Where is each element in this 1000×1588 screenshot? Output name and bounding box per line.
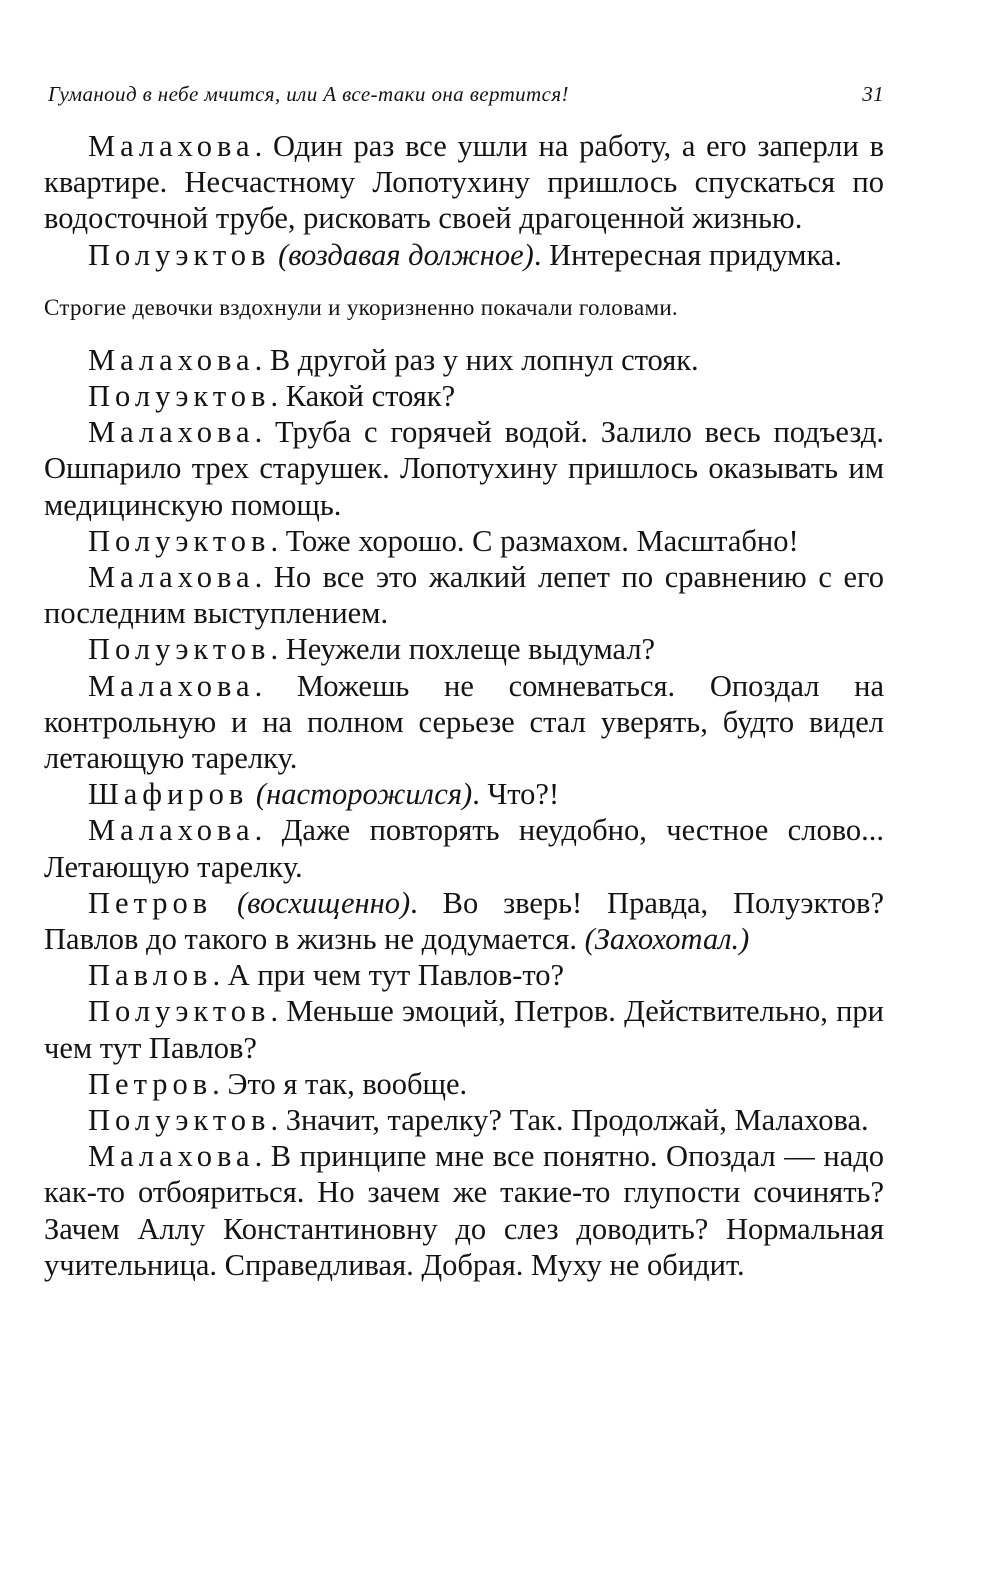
- speaker-name: Петров: [88, 1066, 213, 1101]
- dialogue-line: Малахова. Можешь не сомневаться. Опоздал на контрольную и на полном серьезе стал уверять, будто видел летающую тарелку.: [44, 668, 885, 776]
- dialogue-line: Малахова. В принципе мне все понятно. Опоздал — надо как-то отбояриться. Но зачем же такие-то глупости сочинять? Зачем Аллу Константиновну до слез доводить? Нормальная учительница. Справедливая. Добрая. Муху не обидит.: [44, 1139, 884, 1282]
- speaker-name: Малахова: [88, 129, 255, 163]
- line-text: . Что?!: [472, 777, 560, 812]
- dialogue-line: Полуэктов. Какой стояк?: [88, 379, 456, 414]
- line-text: Труба с горячей водой. Залило весь подъезд. Ошпарило трех старушек. Лопотухину пришлось оказывать им медицинскую помощь.: [44, 415, 884, 522]
- dialogue-line: Малахова. Один раз все ушли на работу, а его заперли в квартире. Несчастному Лопотухину пришлось спускаться по водосточной трубе, рисковать своей драгоценной жизнью.: [44, 129, 885, 236]
- speaker-name: Малахова: [88, 560, 255, 595]
- dialogue-line: Малахова. Даже повторять неудобно, честное слово... Летающую тарелку.: [44, 813, 885, 884]
- dialogue-line: Павлов. А при чем тут Павлов-то?: [88, 958, 565, 993]
- line-text: . Интересная придумка.: [533, 237, 842, 272]
- stage-direction: (воздавая должное): [278, 237, 534, 272]
- line-text: Но все это жалкий лепет по сравнению с его последним выступлением.: [44, 560, 884, 631]
- speaker-name: Полуэктов: [88, 994, 271, 1029]
- body-text: [44, 128, 884, 1283]
- stage-direction: (восхищенно): [237, 885, 411, 920]
- dialogue-line: Малахова. В другой раз у них лопнул стояк.: [88, 342, 699, 377]
- speaker-name: Малахова: [88, 668, 255, 703]
- line-text: В принципе мне все понятно. Опоздал — надо как-то отбояриться. Но зачем же такие-то глупости сочинять? Зачем Аллу Константиновну до слез доводить? Нормальная учительница. Справедливая. Добрая. Муху не обидит.: [44, 1139, 884, 1282]
- dialogue-line: Полуэктов. Значит, тарелку? Так. Продолжай, Малахова.: [88, 1103, 869, 1138]
- speaker-name: Полуэктов: [88, 379, 271, 414]
- speaker-name: Малахова: [88, 813, 255, 848]
- dialogue-line: [44, 885, 884, 957]
- book-page: [44, 82, 884, 1283]
- speaker-name: Полуэктов: [88, 523, 271, 558]
- stage-direction: (насторожился): [255, 777, 473, 812]
- speaker-name: Малахова: [88, 342, 255, 377]
- line-text: Даже повторять неудобно, честное слово... Летающую тарелку.: [44, 813, 885, 884]
- line-text: Значит, тарелку? Так. Продолжай, Малахова.: [285, 1103, 869, 1138]
- running-head: [44, 82, 884, 128]
- stage-remark: Строгие девочки вздохнули и укоризненно покачали головами.: [44, 294, 678, 320]
- dialogue-line: [44, 776, 884, 812]
- line-text: Неужели похлеще выдумал?: [285, 632, 656, 667]
- dialogue-line: [44, 237, 884, 273]
- speaker-name: Полуэктов: [88, 1103, 271, 1138]
- line-text: Тоже хорошо. С размахом. Масштабно!: [285, 523, 799, 558]
- line-text: Это я так, вообще.: [227, 1066, 468, 1101]
- dialogue-line: Полуэктов. Неужели похлеще выдумал?: [88, 632, 656, 667]
- speaker-name: Шафиров: [88, 777, 249, 812]
- speaker-name: Малахова: [88, 1139, 255, 1174]
- line-text: В другой раз у них лопнул стояк.: [269, 342, 699, 377]
- dialogue-line: Петров. Это я так, вообще.: [88, 1066, 468, 1101]
- running-title: Гуманоид в небе мчится, или А все-таки она вертится!: [48, 82, 569, 106]
- speaker-name: Полуэктов: [88, 632, 271, 667]
- line-text: Один раз все ушли на работу, а его заперли в квартире. Несчастному Лопотухину пришлось спускаться по водосточной трубе, рисковать своей драгоценной жизнью.: [44, 129, 885, 236]
- dialogue-line: Малахова. Но все это жалкий лепет по сравнению с его последним выступлением.: [44, 560, 884, 631]
- line-text: . Во зверь! Правда, Полуэктов? Павлов до такого в жизнь не додумается.: [44, 885, 884, 957]
- speaker-name: Малахова: [88, 415, 255, 450]
- page-number: 31: [862, 82, 884, 106]
- stage-direction: (Захохотал.): [584, 922, 750, 957]
- dialogue-line: Малахова. Труба с горячей водой. Залило весь подъезд. Ошпарило трех старушек. Лопотухину пришлось оказывать им медицинскую помощь.: [44, 415, 884, 522]
- line-text: Какой стояк?: [285, 379, 456, 414]
- dialogue-line: Полуэктов. Тоже хорошо. С размахом. Масштабно!: [88, 523, 799, 558]
- line-text: А при чем тут Павлов-то?: [227, 958, 565, 993]
- dialogue-line: Полуэктов. Меньше эмоций, Петров. Действительно, при чем тут Павлов?: [44, 994, 885, 1065]
- speaker-name: Полуэктов: [88, 237, 271, 272]
- speaker-name: Павлов: [88, 958, 213, 993]
- line-text: Меньше эмоций, Петров. Действительно, при чем тут Павлов?: [44, 994, 885, 1065]
- line-text: Можешь не сомневаться. Опоздал на контрольную и на полном серьезе стал уверять, будто видел летающую тарелку.: [44, 668, 885, 776]
- speaker-name: Петров: [88, 885, 213, 920]
